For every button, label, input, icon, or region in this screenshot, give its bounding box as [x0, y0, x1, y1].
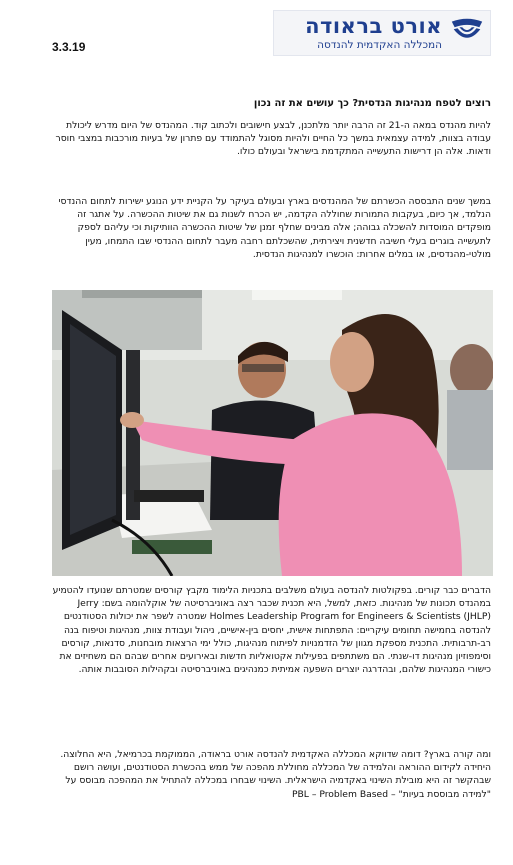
- article-paragraph-2: במשך שנים התבססה הכשרתם של המהנדסים בארץ ובעולם בעיקר על הקניית ידע הנוגע ישירות לתחום ההנדסי הנלמד, אך כיום, בעקבות התמורות שחוללה הקדמה, יש הכרח לשנות גם את שיטות ההכשרה. על אתגר זה מופקדים המוסדות להשכלה גבוהה; אלה מבינים שחלף זמנן של שיטות ההכשרה הוותיקות וכי עליהם לספק לתעשייה בוגרים בעלי חשיבה חדשנית ויצירתית, שהשכלתם רחבה מעבר לתחום ההנדסי שבו התמחו, מעין מולטי-מהנדסים, או במלים אחרות: הוכשרו למנהיגות הנדסית.: [58, 196, 491, 260]
- article-paragraph-1: להיות מהנדס במאה ה-21 זה הרבה יותר מלתכנן, לבצע חישובים ולכתוב קוד. המהנדס של היום מדרש ליכולת עבודה בצוות, למידה עצמאית במשך כל החיים ולהיות מסוגל להתמודד עם פתרון של בעיות מורכבות במצבי חוסר ודאות. אלה הן דרישות התעשייה המתקדמת בישראל ובעולם כולו.: [55, 120, 491, 158]
- article-paragraph-4: ומה קורה בארץ? דומה שדווקא המכללה האקדמית להנדסה אורט בראודה, הממוקמת בכרמיאל, היא החלוצה. היחידה לקידום ההוראה והלמידה של המכללה מחוללת מהפכה של ממש בהכשרת הסטודנטים, ועושה רושם שבהקשר זה היא מובילת השינוי באקדמיה הישראלית. השינוי שבחרו במכללה להתחיל את המהפכה מבוסס על "למידה מבוססת בעיות" – PBL – Problem Based: [60, 749, 491, 800]
- college-logo[interactable]: [273, 10, 491, 56]
- logo-text: [305, 13, 442, 51]
- logo-name: אורט בראודה: [305, 13, 442, 38]
- date-label: 3.3.19: [52, 40, 86, 54]
- article-photo: [52, 290, 493, 576]
- logo-subtitle: המכללה האקדמית להנדסה: [317, 38, 442, 51]
- students-at-computer-photo: [52, 290, 493, 576]
- ort-emblem-icon: [448, 14, 486, 52]
- article-paragraph-3: הדברים כבר קורים. בפקולטות להנדסה בעולם משלבים בתכניות הלימוד מקבץ קורסים שמטרתם שנועדו להטמיע במהנדס תכונות של מנהיגות. כזאת, למשל, היא תכנית שכבר רצה באוניברסיטה של אוקלהומה בשם: Jerry Holmes Leadership Program for Engineers & Scientists (JHLP) שמטרה לשפר את יכולות הסטודנטים להנדסה בחמישה תחומים עיקריים: התפתחות אישית, יחסים בין-אישיים, ניהול ועבודת צוות, מנהיגות וטיפוח בנה רב-תרבותית. התכנית מספקת מגוון של הזדמנויות לפיתוח מנהיגות, כולל ימי הרצאות מובחנות, סדנאות, קורסים וסימפוזיון מנהיגות דו-שנתי. הם משתתפים בפעילות אקטואליות חדשות ובאירועים אחרים שבהם הם משחיזים את כישורי המנהיגות שלהם, ובהדרגה יוצרים השפעה אמיתית כמנהיגים באוניברסיטה ובקהילות הסובבות אותה.: [52, 585, 491, 676]
- article-title: רוצים לטפח מנהיגות הנדסית? כך עושים את זה נכון: [253, 98, 491, 109]
